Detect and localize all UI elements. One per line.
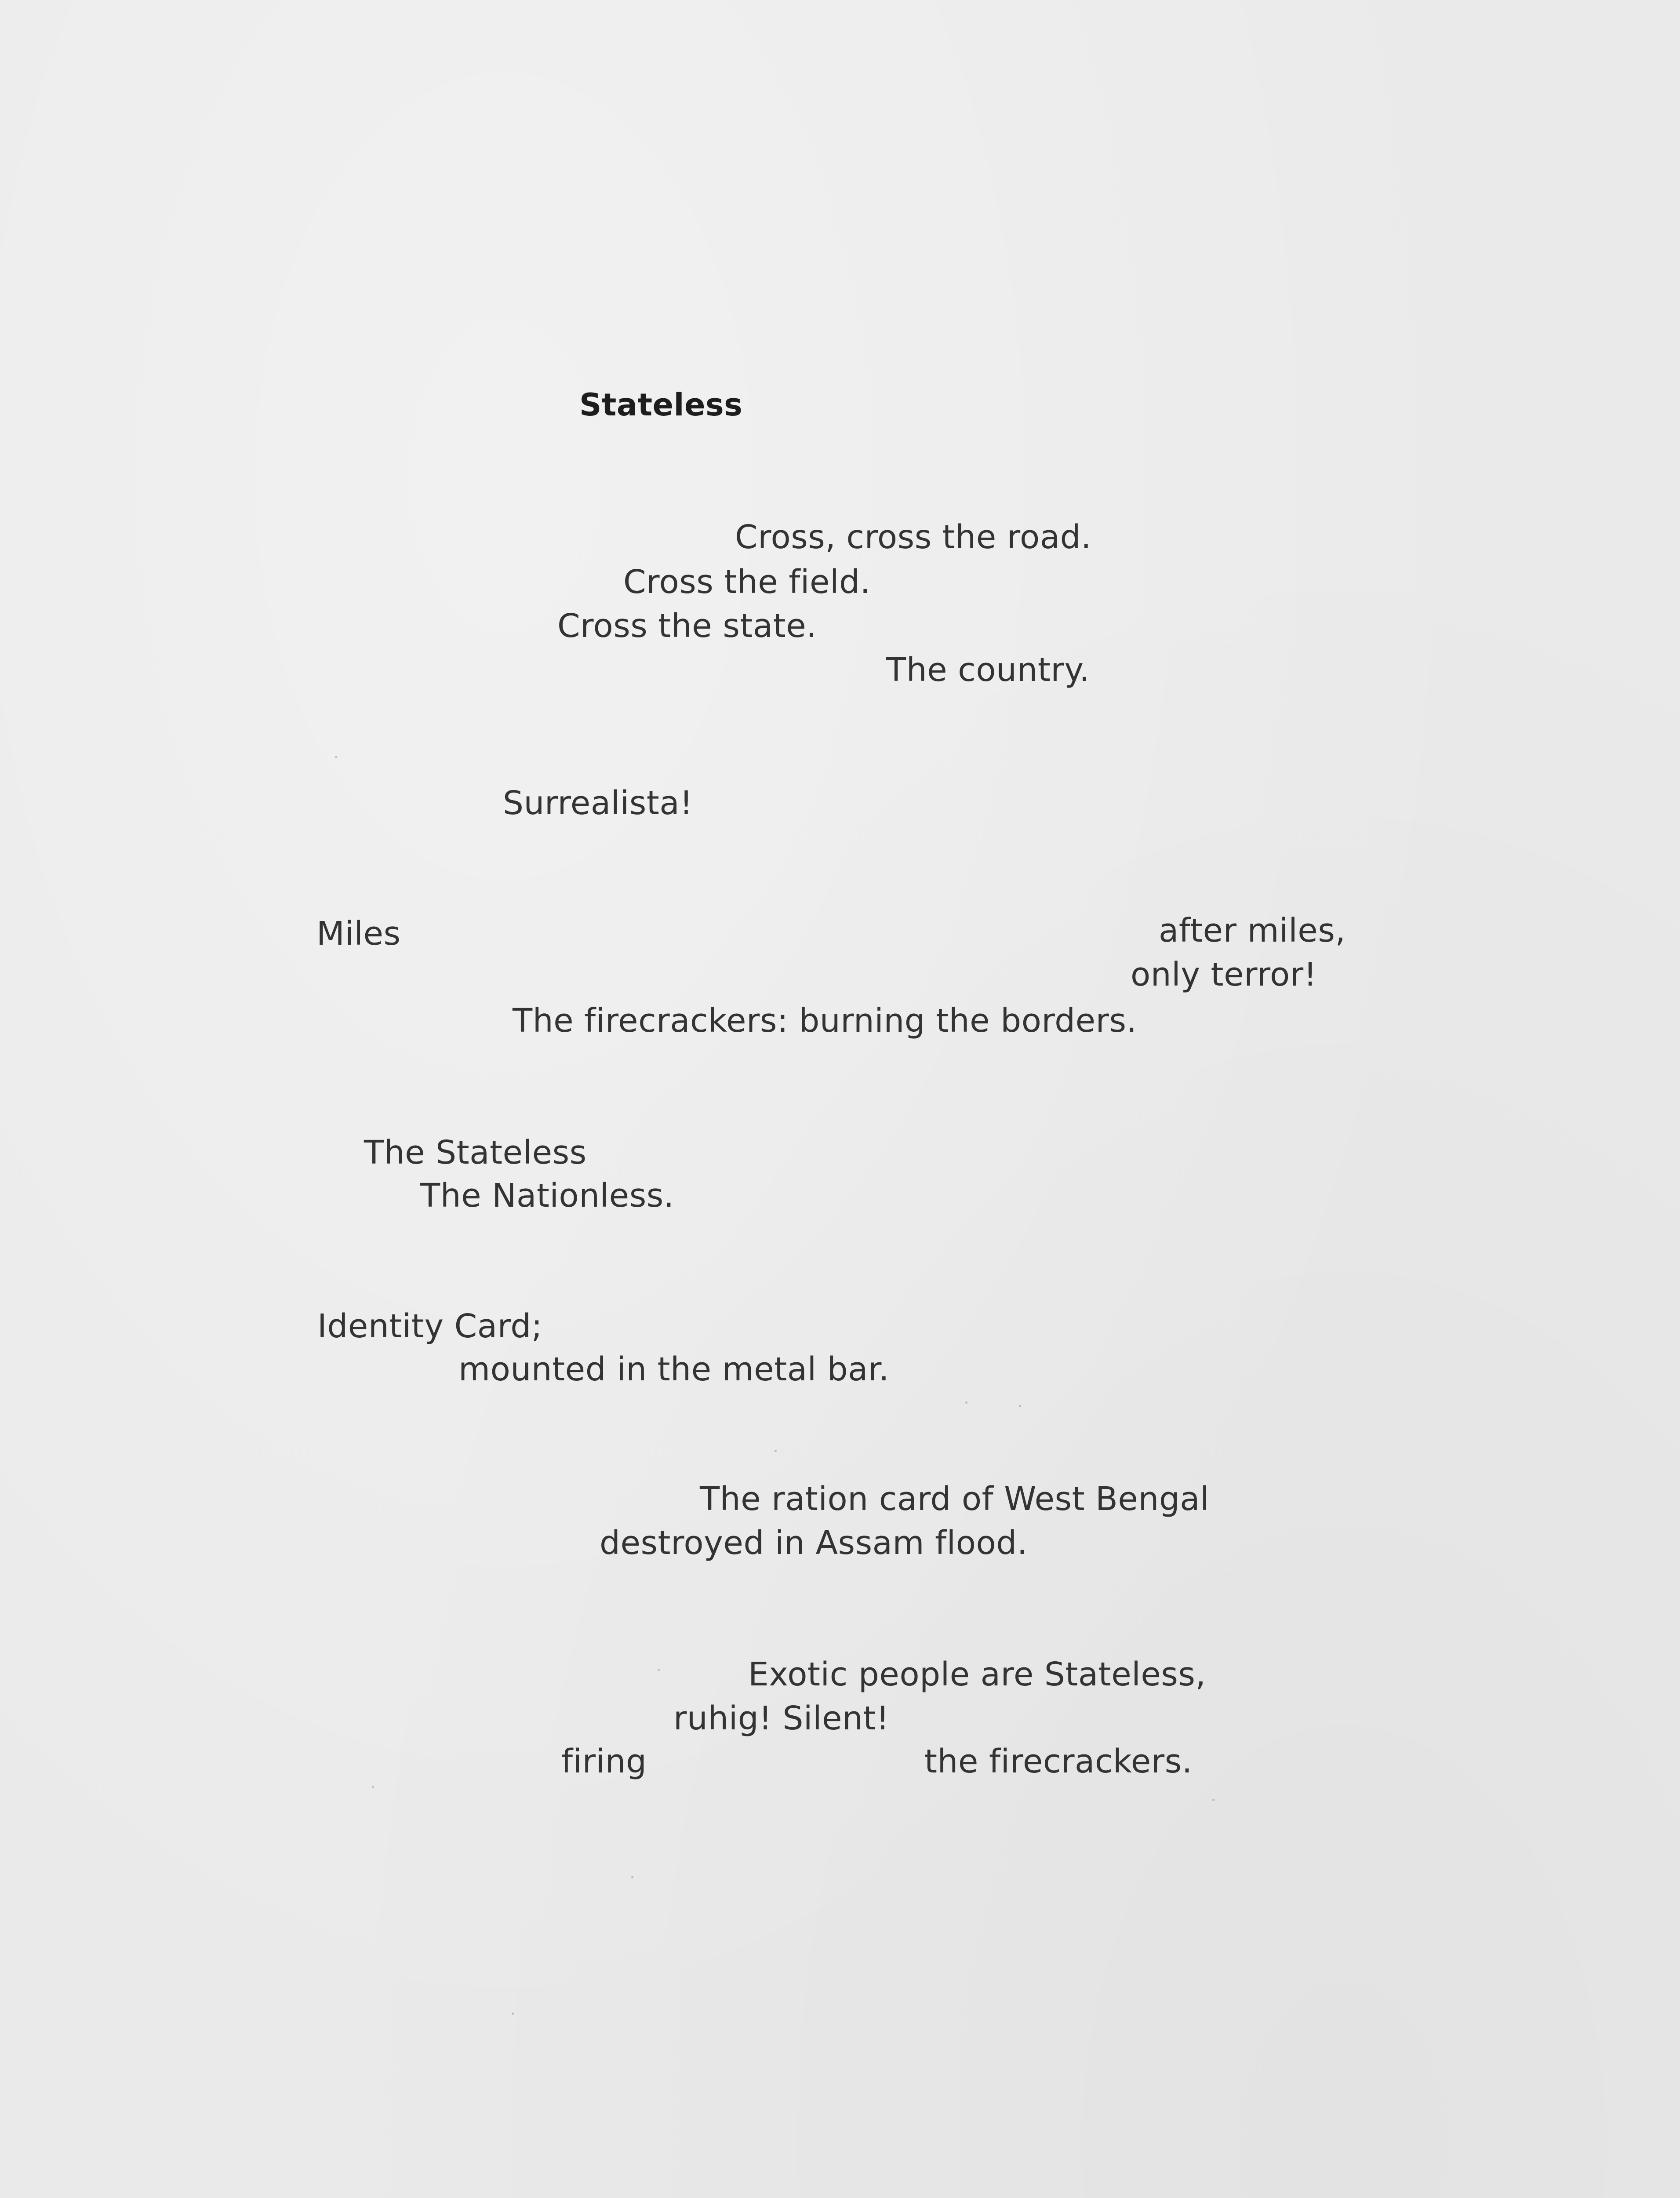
poem-line-identity-card: Identity Card; — [317, 1307, 543, 1345]
poem-line-the-country: The country. — [886, 651, 1090, 689]
paper-speck — [512, 2012, 514, 2015]
poem-line-the-firecrackers: the firecrackers. — [924, 1743, 1193, 1780]
poem-line-after-miles: after miles, — [1159, 912, 1346, 950]
paper-speck — [1212, 1799, 1215, 1801]
poem-title: Stateless — [579, 387, 743, 423]
poem-line-only-terror: only terror! — [1131, 956, 1317, 993]
poem-line-firing: firing — [561, 1743, 647, 1780]
poem-line-cross-the-road: Cross, cross the road. — [735, 518, 1092, 556]
poem-line-cross-the-field: Cross the field. — [623, 563, 871, 601]
poem-line-firecrackers-borders: The firecrackers: burning the borders. — [513, 1002, 1137, 1040]
paper-speck — [658, 1669, 660, 1671]
poem-line-ruhig-silent: ruhig! Silent! — [673, 1699, 890, 1737]
poem-line-metal-bar: mounted in the metal bar. — [458, 1350, 890, 1388]
paper-speck — [965, 1401, 967, 1404]
poem-line-ration-card: The ration card of West Bengal — [700, 1480, 1210, 1518]
paper-speck — [335, 756, 337, 758]
poem-line-assam-flood: destroyed in Assam flood. — [600, 1524, 1028, 1562]
poem-line-miles: Miles — [316, 915, 401, 953]
poem-line-cross-the-state: Cross the state. — [557, 607, 817, 645]
paper-speck — [1019, 1405, 1021, 1407]
paper-speck — [372, 1786, 374, 1788]
paper-speck — [631, 1876, 633, 1878]
paper-speck — [775, 1450, 777, 1452]
poem-line-exotic-people: Exotic people are Stateless, — [748, 1656, 1206, 1693]
poem-line-the-nationless: The Nationless. — [420, 1177, 674, 1215]
poem-line-the-stateless: The Stateless — [364, 1134, 587, 1172]
poem-line-surrealista: Surrealista! — [503, 784, 693, 822]
